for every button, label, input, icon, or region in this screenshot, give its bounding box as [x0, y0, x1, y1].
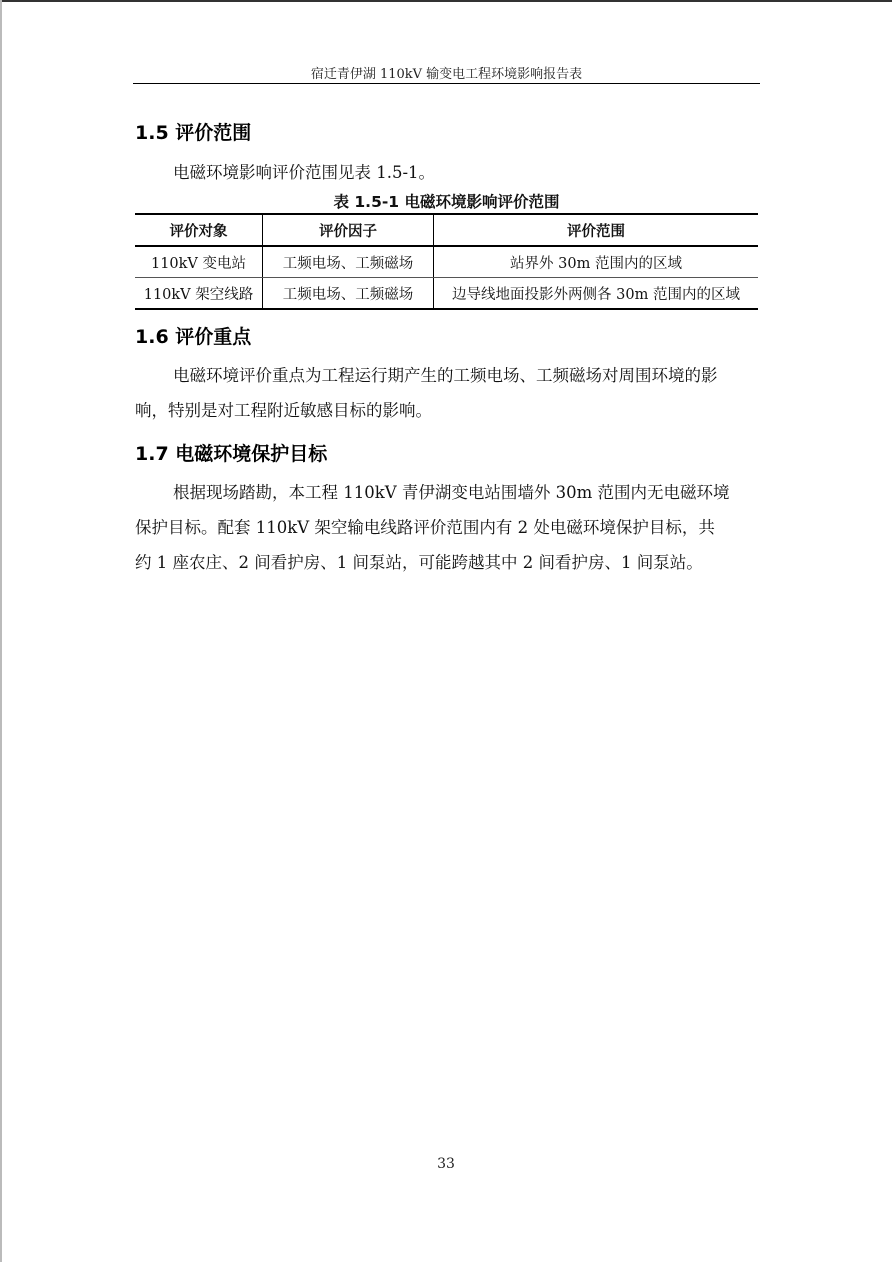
- table-header-cell: 评价因子: [263, 214, 434, 246]
- paragraph-line: 响，特别是对工程附近敏感目标的影响。: [135, 401, 432, 420]
- section-heading-1-6: 1.6 评价重点: [135, 326, 252, 348]
- table-header-cell: 评价范围: [434, 214, 759, 246]
- table-cell: 工频电场、工频磁场: [263, 278, 434, 310]
- section-heading-1-7: 1.7 电磁环境保护目标: [135, 443, 328, 465]
- paragraph-line: [135, 475, 759, 510]
- page-number: 33: [437, 1156, 455, 1172]
- header-rule: [133, 83, 760, 84]
- table-cell: 110kV 架空线路: [135, 278, 263, 310]
- evaluation-range-table: [135, 213, 758, 310]
- paragraph-line: 约 1 座农庄、2 间看护房、1 间泵站，可能跨越其中 2 间看护房、1 间泵站。: [135, 553, 703, 572]
- running-header: 宿迁青伊湖 110kV 输变电工程环境影响报告表: [310, 67, 583, 82]
- table-cell: 站界外 30m 范围内的区域: [434, 246, 759, 278]
- table-cell: 工频电场、工频磁场: [263, 246, 434, 278]
- section-heading-1-5: 1.5 评价范围: [135, 122, 252, 144]
- paragraph-line: 保护目标。配套 110kV 架空输电线路评价范围内有 2 处电磁环境保护目标，共: [135, 518, 715, 537]
- table-header-cell: 评价对象: [135, 214, 263, 246]
- section-1-7-paragraph: [135, 475, 759, 580]
- page-border-top: [0, 0, 892, 2]
- table-caption: 表 1.5-1 电磁环境影响评价范围: [333, 193, 560, 211]
- table-header-row: [135, 214, 758, 246]
- table-cell: 边导线地面投影外两侧各 30m 范围内的区域: [434, 278, 759, 310]
- section-1-5-paragraph: [135, 155, 759, 190]
- table-row: [135, 246, 758, 278]
- section-1-5-text: 电磁环境影响评价范围见表 1.5-1。: [173, 163, 436, 182]
- paragraph-text: 电磁环境评价重点为工程运行期产生的工频电场、工频磁场对周围环境的影: [173, 366, 718, 385]
- table-cell: 110kV 变电站: [135, 246, 263, 278]
- paragraph-text: 根据现场踏勘，本工程 110kV 青伊湖变电站围墙外 30m 范围内无电磁环境: [173, 483, 730, 502]
- table-row: [135, 278, 758, 310]
- section-1-6-paragraph: [135, 358, 759, 428]
- paragraph-line: [135, 358, 759, 393]
- page-border-left: [0, 0, 2, 1262]
